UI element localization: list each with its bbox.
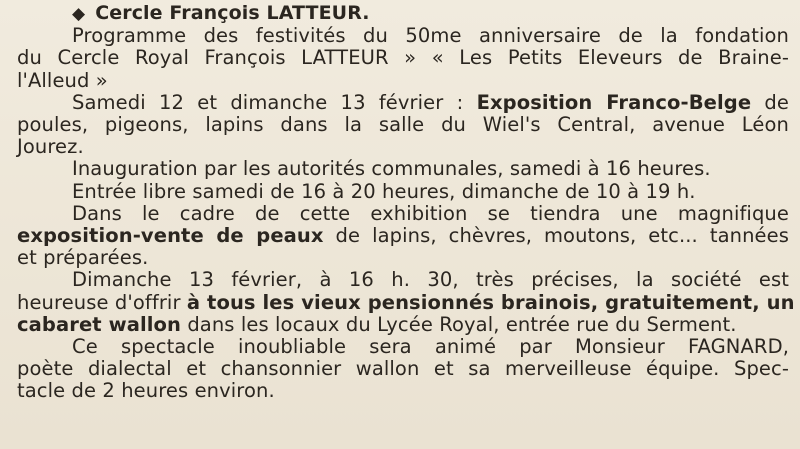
- text-run: poules, pigeons, lapins dans la salle du Wiel's Central, avenue Léon: [17, 113, 789, 137]
- text-run: Ce spectacle inoubliable sera animé par Monsieur FAGNARD,: [72, 335, 789, 359]
- text-line: [17, 314, 789, 336]
- text-run: de: [751, 90, 790, 114]
- text-line: [17, 358, 789, 380]
- bold-text: à tous les vieux pensionnés brainois, gratuitement, un: [186, 290, 795, 314]
- text-run: Jourez.: [17, 135, 84, 159]
- paragraph: [17, 203, 789, 270]
- paragraph: [17, 181, 789, 203]
- text-line: [17, 247, 789, 269]
- text-run: Samedi 12 et dimanche 13 février :: [72, 90, 477, 114]
- paragraph: [17, 336, 789, 403]
- text-run: heureuse d'offrir: [17, 290, 187, 314]
- text-line: [17, 92, 789, 114]
- paragraph: [17, 92, 789, 159]
- article: [17, 2, 795, 403]
- bold-text: exposition-vente de peaux: [17, 224, 324, 248]
- text-line: [17, 203, 789, 225]
- text-line: [17, 290, 795, 314]
- paragraph: [17, 268, 795, 336]
- article-heading: [72, 2, 789, 25]
- text-run: dans les locaux du Lycée Royal, entrée rue du Serment.: [181, 312, 737, 336]
- diamond-bullet-icon: ◆: [72, 4, 86, 24]
- text-line: [17, 114, 789, 136]
- text-line: [17, 181, 789, 203]
- text-run: Programme des festivités du 50me anniversaire de la fondation: [72, 24, 789, 48]
- text-line: [17, 158, 789, 180]
- text-run: Dimanche 13 février, à 16 h. 30, très précises, la société est: [72, 268, 789, 292]
- article-title: Cercle François LATTEUR.: [95, 2, 370, 24]
- paragraph: [17, 158, 789, 180]
- text-line: [17, 336, 789, 358]
- text-line: [17, 25, 789, 47]
- bold-text: cabaret wallon: [17, 312, 182, 336]
- text-run: Inauguration par les autorités communales, samedi à 16 heures.: [72, 157, 711, 181]
- article-body: [17, 24, 795, 403]
- text-run: poète dialectal et chansonnier wallon et sa merveilleuse équipe. Spec-: [17, 357, 789, 381]
- text-line: [17, 70, 789, 92]
- text-run: de lapins, chèvres, moutons, etc... tannées: [323, 224, 789, 248]
- text-run: tacle de 2 heures environ.: [17, 379, 275, 403]
- text-run: et préparées.: [17, 246, 149, 270]
- text-run: l'Alleud »: [17, 68, 108, 92]
- text-line: [17, 380, 789, 402]
- bold-text: Exposition Franco-Belge: [476, 90, 752, 114]
- text-run: du Cercle Royal François LATTEUR » « Les Petits Eleveurs de Braine-: [17, 46, 789, 70]
- text-line: [17, 269, 789, 291]
- text-run: Dans le cadre de cette exhibition se tiendra une magnifique: [72, 201, 789, 225]
- text-line: [17, 136, 789, 158]
- text-run: Entrée libre samedi de 16 à 20 heures, dimanche de 10 à 19 h.: [72, 179, 696, 203]
- paragraph: [17, 25, 789, 92]
- text-line: [17, 47, 789, 69]
- text-line: [17, 225, 789, 247]
